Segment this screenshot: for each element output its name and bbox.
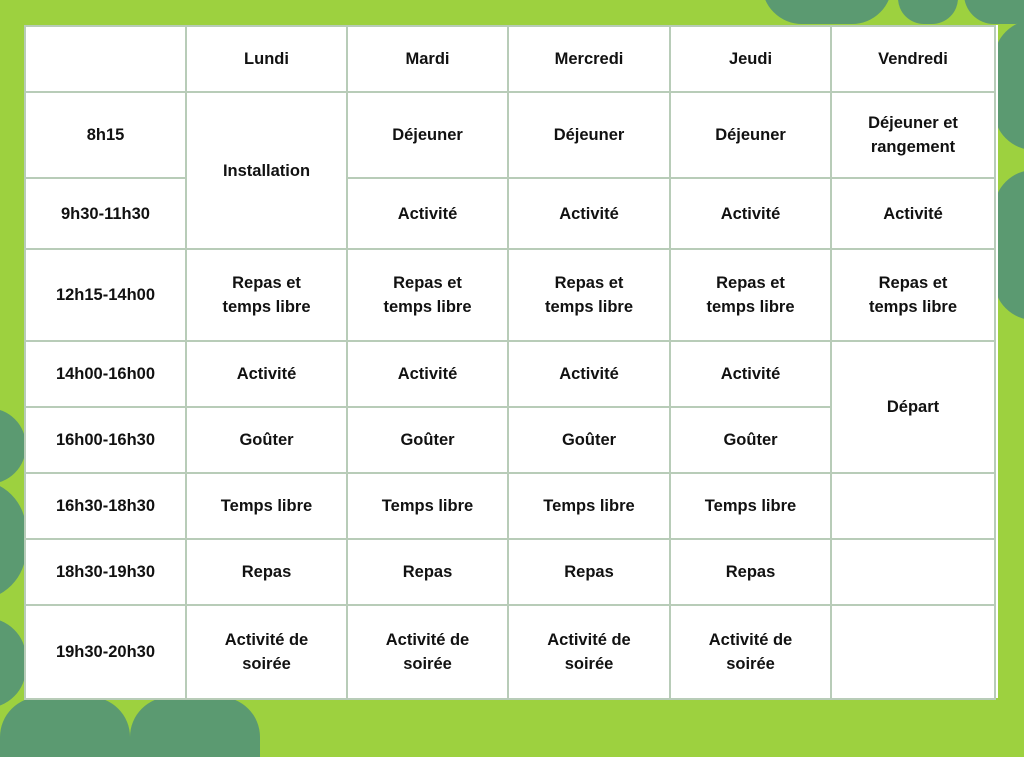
activity-cell: Goûter [347,407,508,473]
empty-cell [831,605,995,699]
time-cell: 14h00-16h00 [25,341,186,407]
activity-cell: Activité [508,178,670,249]
schedule-row [25,605,995,699]
decor-shape-bottom-2 [130,697,260,757]
activity-cell: Temps libre [670,473,831,539]
activity-cell: Activité [670,178,831,249]
activity-cell: Activité [831,178,995,249]
activity-cell: Déjeuner [670,92,831,178]
day-header: Jeudi [670,26,831,92]
time-cell: 8h15 [25,92,186,178]
time-cell: 19h30-20h30 [25,605,186,699]
schedule-table [24,25,996,700]
schedule-row [25,92,995,178]
schedule-row [25,473,995,539]
schedule-row [25,341,995,407]
activity-cell: Déjeuner [347,92,508,178]
activity-cell: Activité [347,178,508,249]
activity-cell: Repas et temps libre [347,249,508,341]
time-cell: 12h15-14h00 [25,249,186,341]
activity-cell: Activité de soirée [186,605,347,699]
activity-cell: Activité de soirée [347,605,508,699]
activity-cell: Temps libre [508,473,670,539]
empty-cell [831,539,995,605]
depart-cell: Départ [831,341,995,473]
schedule-row [25,249,995,341]
time-cell: 16h00-16h30 [25,407,186,473]
activity-cell: Goûter [508,407,670,473]
activity-cell: Repas [186,539,347,605]
decor-shape-bottom-1 [0,697,130,757]
activity-cell: Repas [508,539,670,605]
day-header: Lundi [186,26,347,92]
activity-cell: Temps libre [347,473,508,539]
decor-shape-left-3 [0,618,26,708]
header-row [25,26,995,92]
time-cell: 16h30-18h30 [25,473,186,539]
decor-shape-right-2 [994,170,1024,320]
schedule-row [25,539,995,605]
corner-cell [25,26,186,92]
time-cell: 9h30-11h30 [25,178,186,249]
activity-cell: Activité de soirée [508,605,670,699]
activity-cell: Repas et temps libre [508,249,670,341]
day-header: Vendredi [831,26,995,92]
decor-shape-left-2 [0,480,26,600]
activity-cell: Activité [508,341,670,407]
day-header: Mercredi [508,26,670,92]
decor-shape-top-1 [762,0,892,24]
activity-cell: Déjeuner [508,92,670,178]
activity-cell: Goûter [670,407,831,473]
activity-cell: Repas [347,539,508,605]
activity-cell: Repas et temps libre [186,249,347,341]
decor-shape-top-2 [898,0,958,24]
activity-cell: Activité de soirée [670,605,831,699]
time-cell: 18h30-19h30 [25,539,186,605]
schedule-row [25,178,995,249]
activity-cell: Activité [186,341,347,407]
activity-cell: Activité [670,341,831,407]
activity-cell: Repas et temps libre [670,249,831,341]
activity-cell: Repas et temps libre [831,249,995,341]
activity-cell: Déjeuner et rangement [831,92,995,178]
decor-shape-right-1 [994,20,1024,150]
decor-shape-left-1 [0,408,26,484]
decor-shape-top-3 [964,0,1024,24]
activity-cell: Repas [670,539,831,605]
day-header: Mardi [347,26,508,92]
activity-cell: Goûter [186,407,347,473]
activity-cell: Temps libre [186,473,347,539]
installation-cell: Installation [186,92,347,249]
activity-cell: Activité [347,341,508,407]
empty-cell [831,473,995,539]
